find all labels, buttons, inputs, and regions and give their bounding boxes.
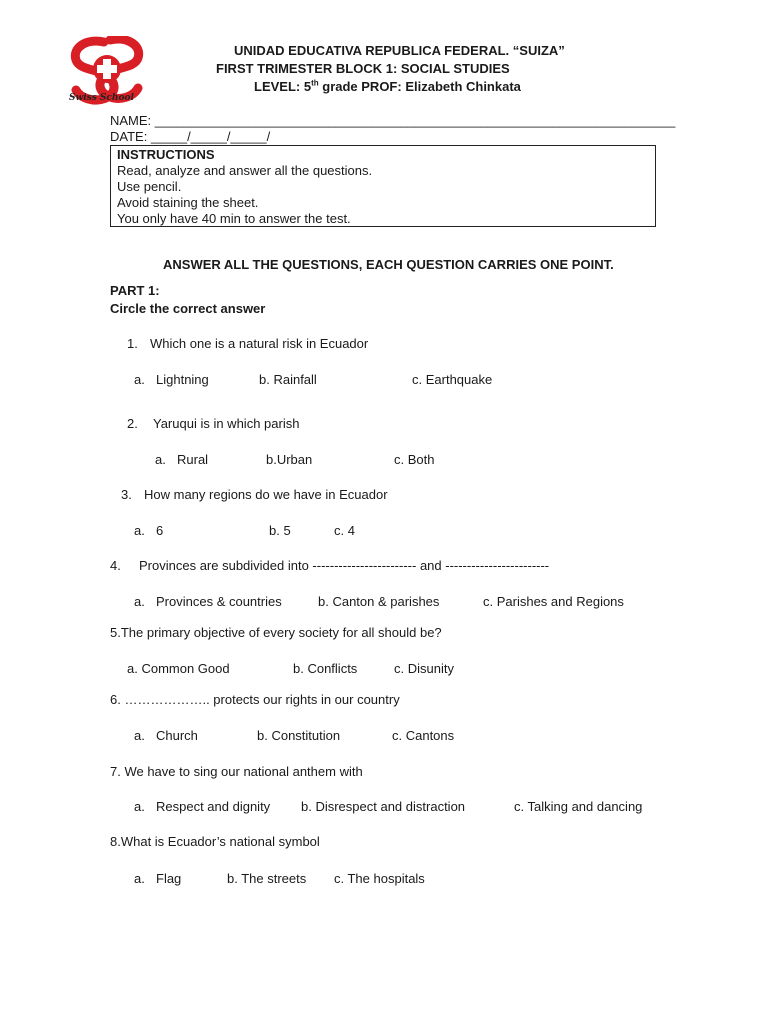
option[interactable]: 6 [156, 523, 164, 538]
main-instruction: ANSWER ALL THE QUESTIONS, EACH QUESTION CARRIES ONE POINT. [163, 257, 614, 272]
instruction-line: Read, analyze and answer all the questions. [117, 163, 373, 178]
option-letter[interactable]: a. [134, 871, 145, 886]
option[interactable]: c. Earthquake [412, 372, 493, 387]
option[interactable]: a. Common Good [127, 661, 230, 676]
option-letter[interactable]: a. [155, 452, 166, 467]
instruction-line: You only have 40 min to answer the test. [117, 211, 351, 226]
option[interactable]: Lightning [156, 372, 209, 387]
question-text: Which one is a natural risk in Ecuador [150, 336, 369, 351]
part-subtitle: Circle the correct answer [110, 301, 266, 316]
level-rest: grade PROF: Elizabeth Chinkata [318, 79, 521, 94]
option[interactable]: b. Conflicts [293, 661, 358, 676]
option-letter[interactable]: a. [134, 594, 145, 609]
instructions-title: INSTRUCTIONS [117, 147, 215, 162]
option[interactable]: c. Parishes and Regions [483, 594, 624, 609]
option[interactable]: b. Rainfall [259, 372, 317, 387]
option[interactable]: Flag [156, 871, 182, 886]
level-professor [254, 79, 521, 95]
option[interactable]: Provinces & countries [156, 594, 282, 609]
option[interactable]: c. Talking and dancing [514, 799, 643, 814]
question-number: 2. [127, 416, 138, 431]
option[interactable]: b.Urban [266, 452, 313, 467]
instruction-line: Avoid staining the sheet. [117, 195, 259, 210]
level-label: LEVEL: 5 [254, 79, 312, 94]
option-letter[interactable]: a. [134, 523, 145, 538]
option[interactable]: Respect and dignity [156, 799, 271, 814]
question-text: Yaruqui is in which parish [153, 416, 300, 431]
option-letter[interactable]: a. [134, 799, 145, 814]
option[interactable]: b. Constitution [257, 728, 341, 743]
option[interactable]: b. Canton & parishes [318, 594, 440, 609]
option[interactable]: c. Disunity [394, 661, 454, 676]
question-text: 8.What is Ecuador’s national symbol [110, 834, 320, 849]
school-name: UNIDAD EDUCATIVA REPUBLICA FEDERAL. “SUIZA” [234, 43, 565, 58]
name-field[interactable]: NAME: ________________________________________________________________________ [110, 113, 676, 128]
option[interactable]: c. The hospitals [334, 871, 425, 886]
option-letter[interactable]: a. [134, 372, 145, 387]
option[interactable]: c. Both [394, 452, 435, 467]
question-number: 3. [121, 487, 132, 502]
question-text: How many regions do we have in Ecuador [144, 487, 388, 502]
question-text: 7. We have to sing our national anthem with [110, 764, 363, 779]
question-number: 1. [127, 336, 138, 351]
logo-text: Swiss School [69, 93, 134, 103]
question-number: 4. [110, 558, 121, 573]
trimester-subject: FIRST TRIMESTER BLOCK 1: SOCIAL STUDIES [216, 61, 510, 76]
question-text: 5.The primary objective of every society for all should be? [110, 625, 442, 640]
part-title: PART 1: [110, 283, 160, 298]
option[interactable]: c. Cantons [392, 728, 455, 743]
level-suffix: th [311, 78, 319, 88]
date-field[interactable]: DATE: _____/_____/_____/ [110, 129, 271, 144]
instructions-box [110, 145, 656, 227]
option[interactable]: Rural [177, 452, 209, 467]
question-text: Provinces are subdivided into ------------------------ and ------------------------ [139, 558, 550, 573]
option-letter[interactable]: a. [134, 728, 145, 743]
question-text: 6. ……………….. protects our rights in our country [110, 692, 400, 707]
option[interactable]: b. 5 [269, 523, 291, 538]
option[interactable]: b. The streets [227, 871, 307, 886]
option[interactable]: c. 4 [334, 523, 355, 538]
instruction-line: Use pencil. [117, 179, 182, 194]
option[interactable]: Church [156, 728, 198, 743]
option[interactable]: b. Disrespect and distraction [301, 799, 466, 814]
